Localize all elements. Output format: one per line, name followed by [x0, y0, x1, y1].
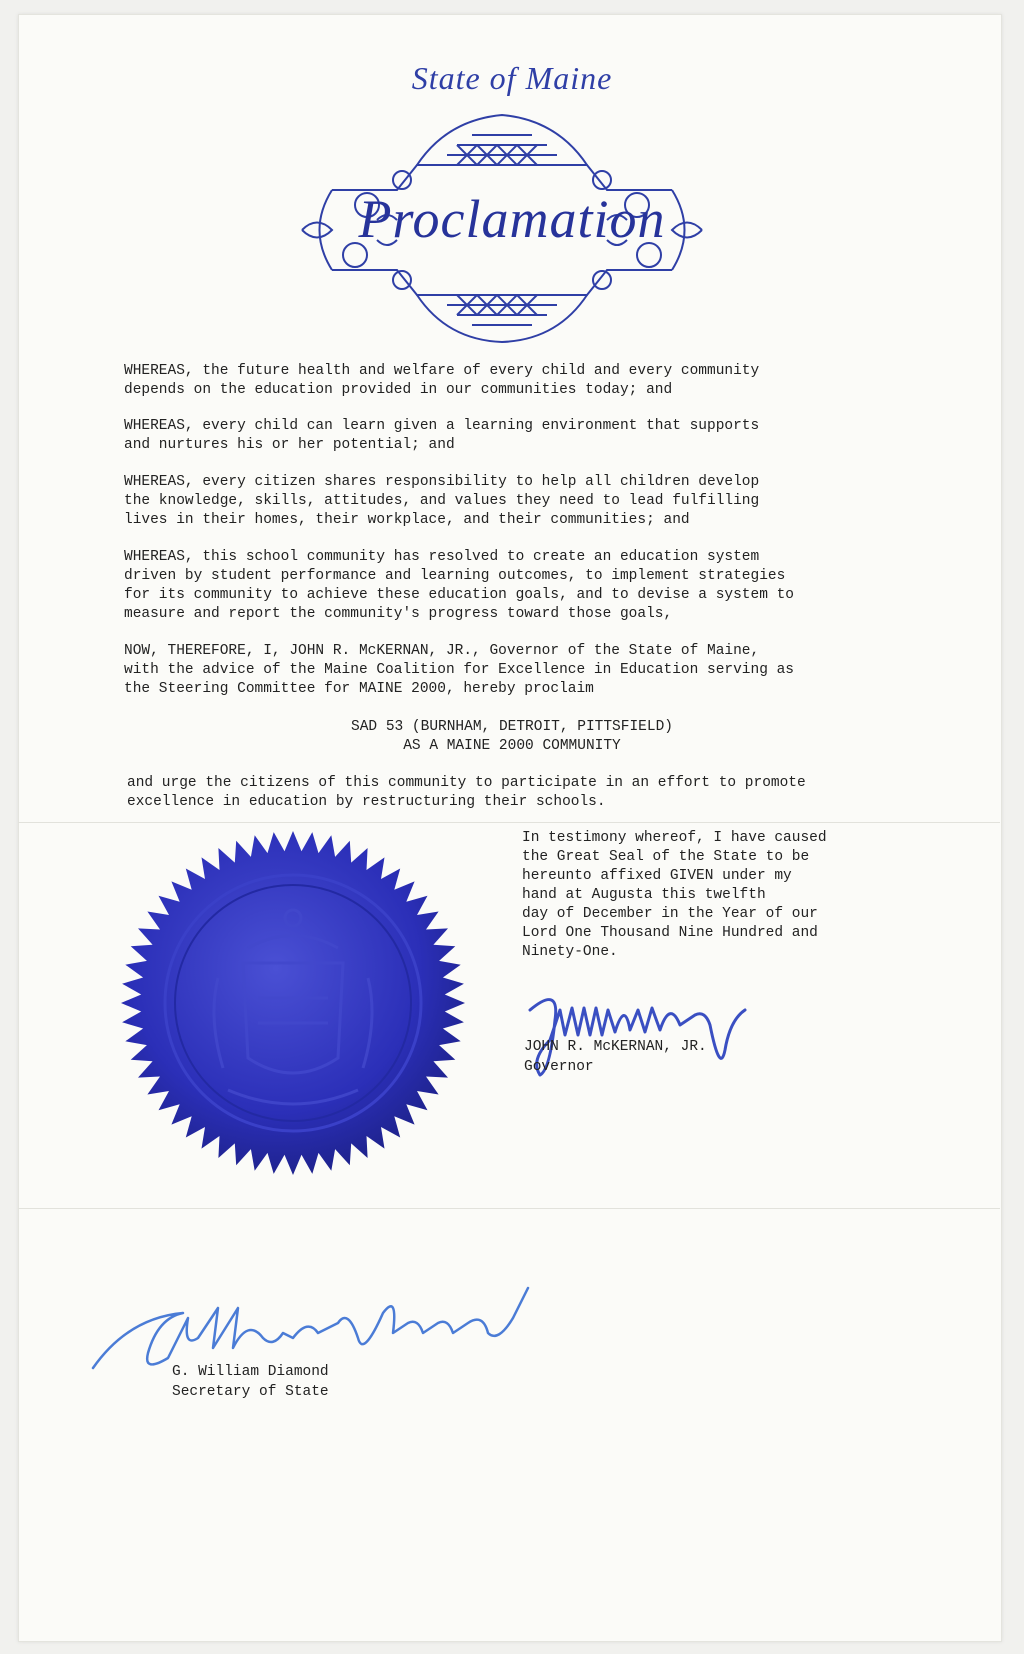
fold-line: [18, 822, 1000, 823]
therefore-paragraph: NOW, THEREFORE, I, JOHN R. McKERNAN, JR., Governor of the State of Maine, with the advice of the Maine Coalition for Excellence in Education serving as the Steering Committee for MAINE 2000, hereby proclaim: [124, 643, 795, 697]
secretary-signature: [88, 1278, 588, 1388]
proclamation-title: Proclamation: [358, 189, 666, 249]
whereas-paragraph: WHEREAS, the future health and welfare of every child and every community depends on the education provided in our communities today; and: [124, 363, 760, 398]
secretary-title: Secretary of State: [172, 1384, 329, 1400]
proclaimed-district: SAD 53 (BURNHAM, DETROIT, PITTSFIELD): [351, 719, 673, 735]
secretary-name: G. William Diamond: [172, 1364, 329, 1380]
governor-name: JOHN R. McKERNAN, JR.: [524, 1039, 707, 1055]
proclaimed-designation: AS A MAINE 2000 COMMUNITY: [403, 738, 621, 754]
testimony-paragraph: In testimony whereof, I have caused the Great Seal of the State to be hereunto affixed GIVEN under my hand at Augusta this twelfth day of December in the Year of our Lord One Thousand Nine Hundred and Ninety-One.: [522, 830, 827, 960]
state-title: State of Maine: [411, 60, 613, 96]
whereas-paragraph: WHEREAS, this school community has resolved to create an education system driven by student performance and learning outcomes, to implement strategies for its community to achieve these education goals, and to devise a system to measure and report the community's progress toward those goals,: [124, 549, 795, 622]
governor-title: Governor: [524, 1059, 594, 1075]
great-seal-icon: [118, 828, 468, 1178]
whereas-paragraph: WHEREAS, every citizen shares responsibility to help all children develop the knowledge, skills, attitudes, and values they need to lead fulfilling lives in their homes, their workplace, and their communities; and: [124, 474, 760, 528]
fold-line: [18, 1208, 1000, 1209]
closing-paragraph: and urge the citizens of this community to participate in an effort to promote excellence in education by restructuring their schools.: [127, 775, 806, 810]
whereas-paragraph: WHEREAS, every child can learn given a learning environment that supports and nurtures his or her potential; and: [124, 418, 760, 453]
